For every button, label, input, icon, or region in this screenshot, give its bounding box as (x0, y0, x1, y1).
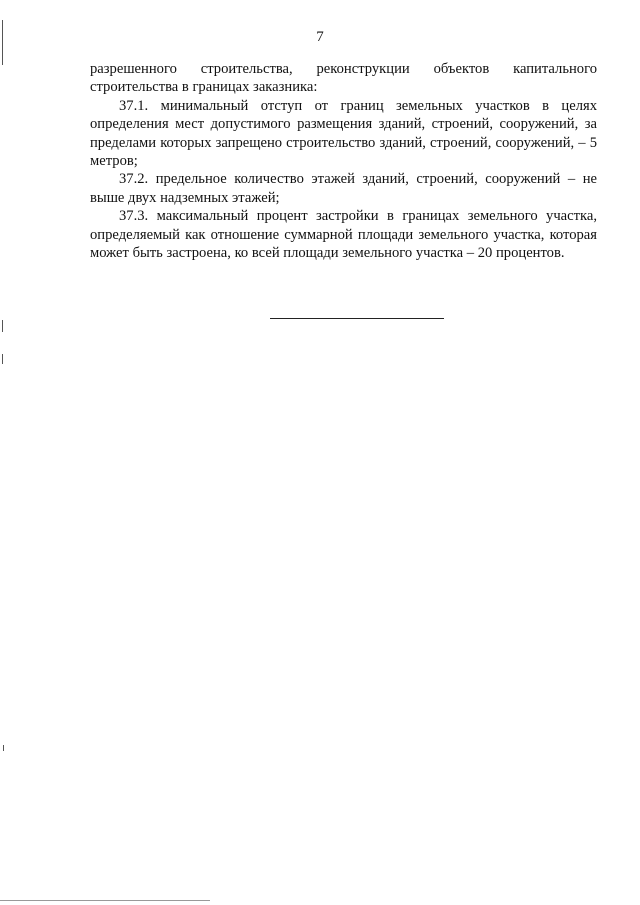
scan-artifact (2, 20, 3, 65)
paragraph-intro: разрешенного строительства, реконструкции объектов капитального строительства в границах заказника: (90, 61, 597, 96)
closing-divider-line (270, 318, 444, 319)
scan-artifact-bottom-line (0, 900, 210, 901)
scan-artifact (2, 320, 3, 332)
paragraph-37-2: 37.2. предельное количество этажей зданий, строений, сооружений – не выше двух надземных этажей; (90, 171, 597, 206)
scan-artifact (2, 354, 3, 364)
paragraph-37-3: 37.3. максимальный процент застройки в границах земельного участка, определяемый как отношение суммарной площади земельного участка, которая может быть застроена, ко всей площади земельного участка – 20 процентов. (90, 208, 597, 262)
document-body (90, 60, 597, 262)
page-number: 7 (316, 29, 324, 45)
scan-artifact (3, 745, 4, 751)
paragraph-37-1: 37.1. минимальный отступ от границ земельных участков в целях определения мест допустимого размещения зданий, строений, сооружений, за пределами которых запрещено строительство зданий, строений, сооружений, – 5 метров; (90, 97, 597, 170)
